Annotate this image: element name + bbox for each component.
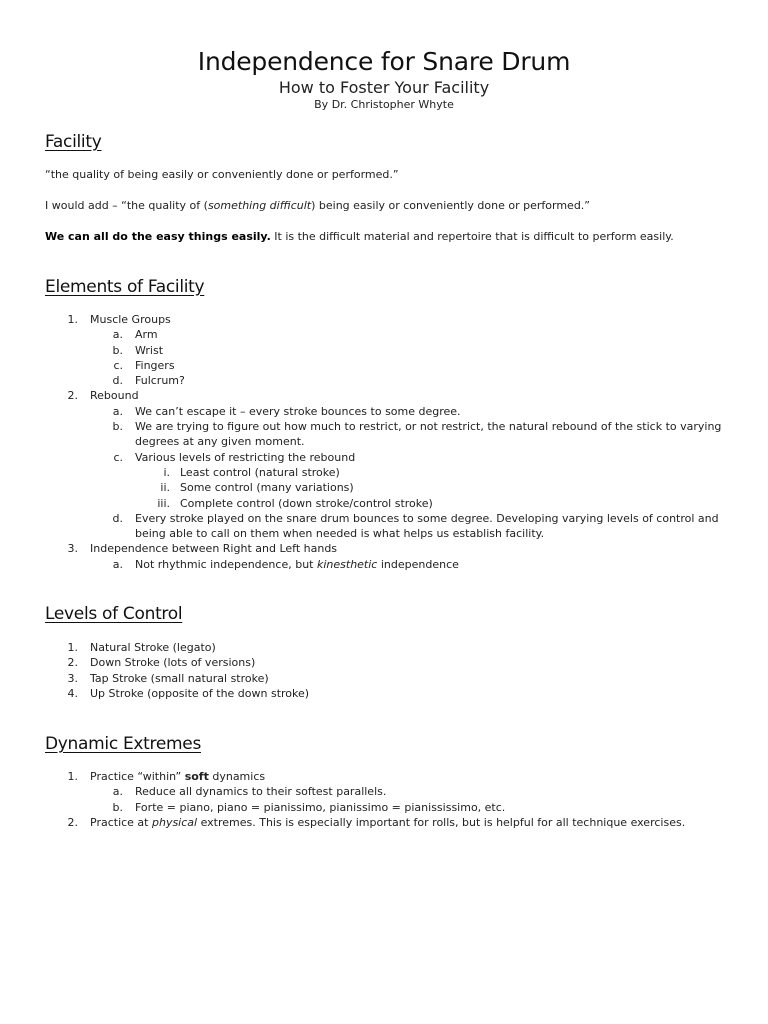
document-title: Independence for Snare Drum	[197, 47, 571, 76]
document-subtitle: How to Foster Your Facility	[278, 78, 490, 97]
list-item: a. Arm	[112, 328, 158, 342]
list-item: 3. Tap Stroke (small natural stroke)	[67, 671, 269, 685]
list-item: b. Forte = piano, piano = pianissimo, pianissimo = pianississimo, etc.	[112, 800, 506, 814]
list-item: 4. Up Stroke (opposite of the down stroke)	[67, 686, 310, 700]
dynamics-list	[0, 769, 768, 830]
list-item: d. Fulcrum?	[112, 374, 185, 388]
facility-addition	[45, 198, 735, 213]
list-item: c. Fingers	[113, 358, 175, 372]
list-item: 1. Muscle Groups	[67, 313, 171, 326]
list-item: iii. Complete control (down stroke/control stroke)	[157, 496, 433, 510]
document-author: By Dr. Christopher Whyte	[314, 98, 454, 111]
list-item: i. Least control (natural stroke)	[163, 465, 340, 479]
list-item: a. Reduce all dynamics to their softest parallels.	[112, 785, 387, 799]
facility-bold-lead: We can all do the easy things easily.	[45, 230, 271, 243]
section-heading-control: Levels of Control	[45, 604, 183, 624]
section-heading-facility: Facility	[45, 132, 102, 152]
list-item: d. Every stroke played on the snare drum bounces to some degree. Developing varying levels of control and being able to call on them when needed is what helps us establish facility.	[112, 511, 719, 541]
addition-suffix: ) being easily or conveniently done or performed.”	[311, 199, 590, 212]
list-item: 2. Down Stroke (lots of versions)	[67, 656, 256, 670]
list-item: b. We are trying to figure out how much to restrict, or not restrict, the natural rebound of the stick to varying degrees at any given moment.	[112, 420, 722, 449]
facility-rest: It is the difficult material and repertoire that is difficult to perform easily.	[270, 230, 674, 243]
list-item: 2. Rebound	[67, 389, 139, 403]
list-item: c. Various levels of restricting the rebound	[113, 450, 356, 464]
control-list	[0, 640, 768, 701]
list-item: 1. Practice “within” soft dynamics	[67, 770, 266, 783]
facility-statement	[45, 229, 735, 244]
facility-definition: “the quality of being easily or conveniently done or performed.”	[45, 168, 399, 181]
list-item: ii. Some control (many variations)	[160, 481, 354, 495]
section-heading-dynamics: Dynamic Extremes	[45, 734, 201, 754]
list-item: 3. Independence between Right and Left hands	[67, 542, 338, 556]
list-item: a. We can’t escape it – every stroke bounces to some degree.	[112, 404, 461, 418]
document-header	[0, 46, 768, 112]
list-item: 1. Natural Stroke (legato)	[67, 641, 216, 654]
list-item: 2. Practice at physical extremes. This is especially important for rolls, but is helpful for all technique exercises.	[67, 815, 686, 829]
addition-italic: something difficult	[207, 199, 312, 212]
section-heading-elements: Elements of Facility	[45, 277, 205, 297]
list-item: a. Not rhythmic independence, but kinesthetic independence	[112, 557, 459, 571]
list-item: b. Wrist	[112, 343, 164, 357]
addition-prefix: I would add – “the quality of (	[45, 199, 208, 212]
elements-list	[0, 312, 768, 572]
